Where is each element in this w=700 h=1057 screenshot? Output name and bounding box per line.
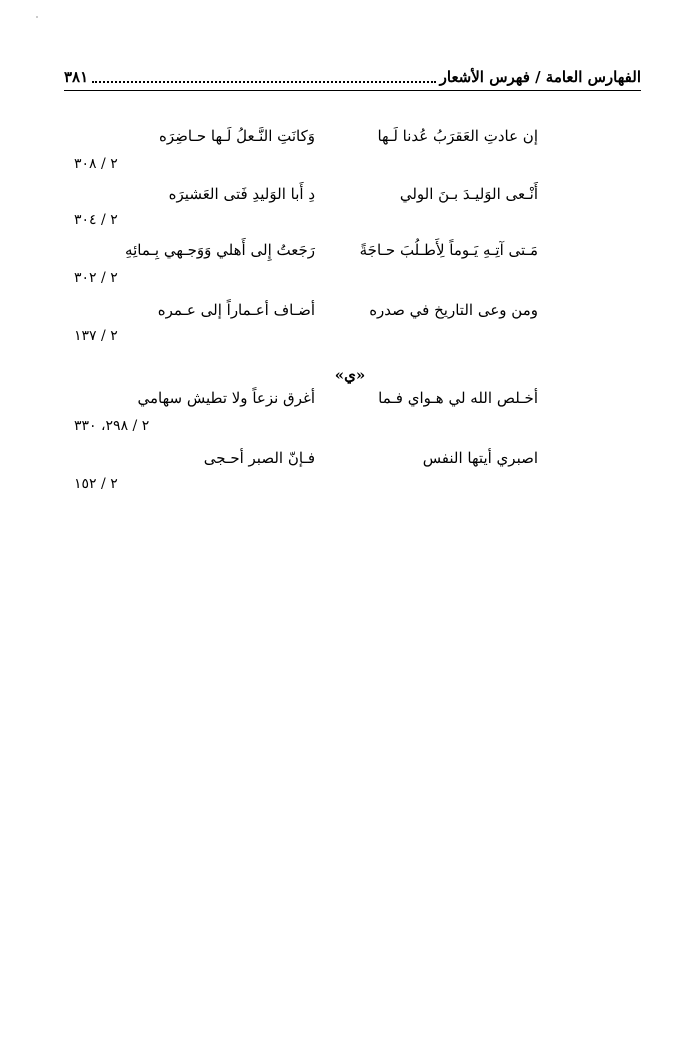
header-rule	[64, 90, 641, 91]
volume-page-reference: ٢ / ٣٠٨	[74, 156, 118, 172]
header-title: الفهارس العامة / فهرس الأشعار	[439, 68, 641, 86]
second-hemistich: دِ أَبا الوَليدِ فَتى العَشيرَه	[168, 185, 315, 203]
second-hemistich: أضـاف أعـماراً إلى عـمره	[157, 301, 315, 319]
second-hemistich: وَكانَتِ النَّـعلُ لَـها حـاضِرَه	[159, 127, 315, 145]
first-hemistich: أَنْـعى الوَليـدَ بـنَ الولي	[399, 185, 538, 203]
second-hemistich: فـإنّ الصبر أحـجى	[203, 449, 315, 467]
volume-page-reference: ٢ / ١٥٢	[74, 476, 118, 492]
scan-speck	[36, 16, 38, 18]
second-hemistich: أغرق نزعاً ولا تطيش سهامي	[137, 389, 315, 407]
verse-entry	[0, 180, 700, 210]
verse-entry	[0, 122, 700, 152]
volume-page-reference: ٢ / ٣٠٤	[74, 212, 118, 228]
volume-page-reference: ٢ / ٢٩٨، ٣٣٠	[74, 418, 150, 434]
first-hemistich: مَـتى آتِـهِ يَـوماً لِأَطـلُبَ حـاجَةً	[359, 241, 538, 259]
section-letter-heading: «ي»	[334, 366, 366, 384]
verse-entry	[0, 296, 700, 326]
first-hemistich: أخـلص الله لي هـواي فـما	[378, 389, 538, 407]
verse-entry	[0, 384, 700, 414]
page-number: ٣٨١	[64, 68, 89, 86]
second-hemistich: رَجَعتُ إِلى أَهلي وَوَجـهي بِـمائِهِ	[125, 241, 315, 259]
first-hemistich: اصبري أيتها النفس	[422, 449, 538, 467]
volume-page-reference: ٢ / ١٣٧	[74, 328, 118, 344]
volume-page-reference: ٢ / ٣٠٢	[74, 270, 118, 286]
first-hemistich: ومن وعى التاريخ في صدره	[369, 301, 538, 319]
verse-entry	[0, 236, 700, 266]
running-header	[64, 66, 641, 88]
header-leader-dots	[92, 71, 435, 83]
verse-entry	[0, 444, 700, 474]
first-hemistich: إن عادتِ العَقرَبُ عُدنا لَـها	[377, 127, 538, 145]
